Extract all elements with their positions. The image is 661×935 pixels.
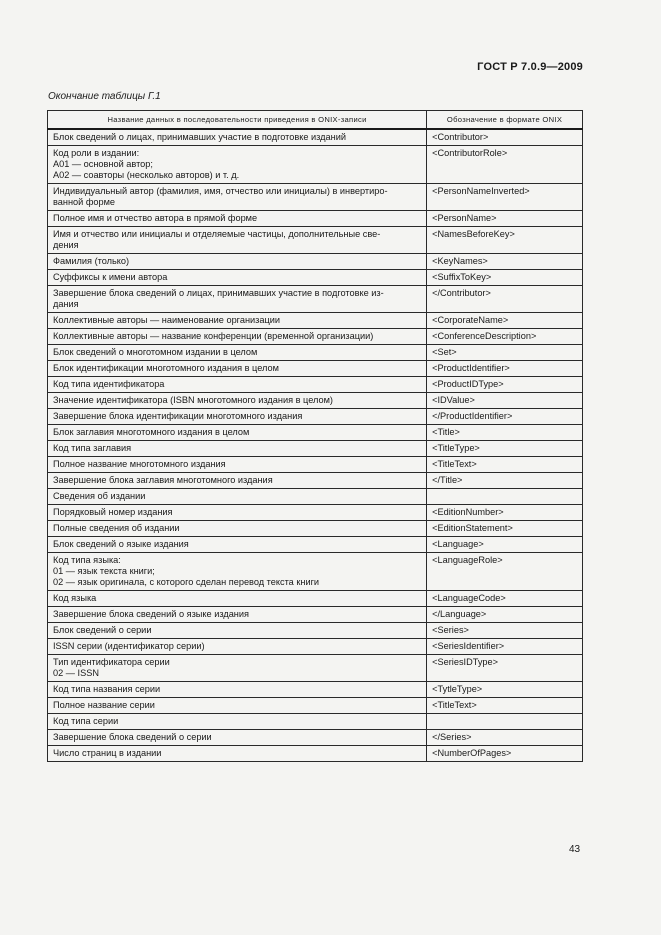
onix-tag-cell: <SeriesIdentifier> — [427, 639, 583, 655]
data-element-name-cell: Код типа идентификатора — [48, 377, 427, 393]
onix-tag-cell: <PersonNameInverted> — [427, 184, 583, 211]
table-row — [48, 505, 583, 521]
table-body — [48, 129, 583, 762]
onix-tag-cell — [427, 489, 583, 505]
table-row — [48, 682, 583, 698]
column-header-data-name: Название данных в последовательности приведения в ONIX-записи — [48, 111, 427, 130]
data-element-name-cell: Имя и отчество или инициалы и отделяемые частицы, дополнительные све- дения — [48, 227, 427, 254]
table-row — [48, 227, 583, 254]
data-element-name-cell: Суффиксы к имени автора — [48, 270, 427, 286]
table-row — [48, 286, 583, 313]
table-row — [48, 521, 583, 537]
data-element-name-cell: Завершение блока идентификации многотомного издания — [48, 409, 427, 425]
page-number: 43 — [569, 844, 581, 855]
onix-tag-cell: <LanguageCode> — [427, 591, 583, 607]
data-element-name-cell: Блок сведений о лицах, принимавших участие в подготовке изданий — [48, 129, 427, 146]
table-row — [48, 425, 583, 441]
table-caption: Окончание таблицы Г.1 — [48, 91, 161, 102]
onix-tag-cell: <KeyNames> — [427, 254, 583, 270]
onix-tag-cell: <ProductIDType> — [427, 377, 583, 393]
table-row — [48, 329, 583, 345]
data-element-name-cell: Число страниц в издании — [48, 746, 427, 762]
table-row — [48, 377, 583, 393]
data-element-name-cell: Значение идентификатора (ISBN многотомного издания в целом) — [48, 393, 427, 409]
data-element-name-cell: Индивидуальный автор (фамилия, имя, отчество или инициалы) в инвертиро- ванной форме — [48, 184, 427, 211]
table-row — [48, 146, 583, 184]
data-element-name-cell: Блок заглавия многотомного издания в целом — [48, 425, 427, 441]
column-header-onix-tag: Обозначение в формате ONIX — [427, 111, 583, 130]
onix-tag-cell: <ContributorRole> — [427, 146, 583, 184]
data-element-name-cell: Фамилия (только) — [48, 254, 427, 270]
data-element-name-cell: Полное имя и отчество автора в прямой форме — [48, 211, 427, 227]
data-element-name-cell: Сведения об издании — [48, 489, 427, 505]
onix-tag-cell: <PersonName> — [427, 211, 583, 227]
table-row — [48, 473, 583, 489]
data-element-name-cell: Завершение блока сведений о лицах, принимавших участие в подготовке из- дания — [48, 286, 427, 313]
data-element-name-cell: Код типа языка: 01 — язык текста книги; 02 — язык оригинала, с которого сделан перевод текста книги — [48, 553, 427, 591]
onix-tag-cell: <ConferenceDescription> — [427, 329, 583, 345]
data-element-name-cell: Полное название серии — [48, 698, 427, 714]
data-element-name-cell: Блок сведений о многотомном издании в целом — [48, 345, 427, 361]
table-row — [48, 441, 583, 457]
onix-tag-cell: <Set> — [427, 345, 583, 361]
table-row — [48, 489, 583, 505]
data-element-name-cell: Блок сведений о серии — [48, 623, 427, 639]
onix-tag-cell: <NumberOfPages> — [427, 746, 583, 762]
data-element-name-cell: Код типа серии — [48, 714, 427, 730]
onix-tag-cell: </ProductIdentifier> — [427, 409, 583, 425]
table-row — [48, 184, 583, 211]
table-row — [48, 345, 583, 361]
table-row — [48, 607, 583, 623]
table-row — [48, 361, 583, 377]
table-row — [48, 537, 583, 553]
table-row — [48, 211, 583, 227]
onix-tag-cell: <ProductIdentifier> — [427, 361, 583, 377]
onix-tag-cell: <TitleType> — [427, 441, 583, 457]
onix-tag-cell: <SeriesIDType> — [427, 655, 583, 682]
table-row — [48, 270, 583, 286]
onix-tag-cell: </Title> — [427, 473, 583, 489]
table-row — [48, 409, 583, 425]
table-row — [48, 553, 583, 591]
data-element-name-cell: Код типа названия серии — [48, 682, 427, 698]
onix-tag-cell: <Contributor> — [427, 129, 583, 146]
table-row — [48, 591, 583, 607]
onix-tag-cell: <NamesBeforeKey> — [427, 227, 583, 254]
table-row — [48, 639, 583, 655]
data-element-name-cell: Блок сведений о языке издания — [48, 537, 427, 553]
data-element-name-cell: Завершение блока сведений о языке издания — [48, 607, 427, 623]
data-element-name-cell: Код роли в издании: А01 — основной автор; А02 — соавторы (несколько авторов) и т. д. — [48, 146, 427, 184]
data-element-name-cell: Завершение блока заглавия многотомного издания — [48, 473, 427, 489]
data-element-name-cell: ISSN серии (идентификатор серии) — [48, 639, 427, 655]
onix-tag-cell: <TitleText> — [427, 457, 583, 473]
standard-code: ГОСТ Р 7.0.9—2009 — [477, 61, 583, 73]
onix-tag-cell: <EditionNumber> — [427, 505, 583, 521]
data-element-name-cell: Коллективные авторы — название конференции (временной организации) — [48, 329, 427, 345]
data-element-name-cell: Завершение блока сведений о серии — [48, 730, 427, 746]
onix-tag-cell: <IDValue> — [427, 393, 583, 409]
table-row — [48, 714, 583, 730]
onix-tag-cell: <Title> — [427, 425, 583, 441]
table-row — [48, 655, 583, 682]
data-element-name-cell: Код типа заглавия — [48, 441, 427, 457]
table-row — [48, 129, 583, 146]
onix-tag-cell: <CorporateName> — [427, 313, 583, 329]
onix-tag-cell: <TitleText> — [427, 698, 583, 714]
data-element-name-cell: Тип идентификатора серии 02 — ISSN — [48, 655, 427, 682]
data-element-name-cell: Полное название многотомного издания — [48, 457, 427, 473]
onix-table — [47, 110, 583, 762]
onix-tag-cell: <Language> — [427, 537, 583, 553]
data-element-name-cell: Блок идентификации многотомного издания в целом — [48, 361, 427, 377]
onix-tag-cell: <LanguageRole> — [427, 553, 583, 591]
table-header-row — [48, 111, 583, 130]
onix-tag-cell — [427, 714, 583, 730]
data-element-name-cell: Код языка — [48, 591, 427, 607]
table-row — [48, 698, 583, 714]
onix-tag-cell: <EditionStatement> — [427, 521, 583, 537]
data-element-name-cell: Коллективные авторы — наименование организации — [48, 313, 427, 329]
onix-tag-cell: <TytleType> — [427, 682, 583, 698]
table-row — [48, 313, 583, 329]
onix-tag-cell: </Series> — [427, 730, 583, 746]
table-row — [48, 623, 583, 639]
data-element-name-cell: Полные сведения об издании — [48, 521, 427, 537]
table-row — [48, 746, 583, 762]
onix-tag-cell: </Language> — [427, 607, 583, 623]
onix-tag-cell: </Contributor> — [427, 286, 583, 313]
table-row — [48, 393, 583, 409]
data-element-name-cell: Порядковый номер издания — [48, 505, 427, 521]
onix-tag-cell: <SuffixToKey> — [427, 270, 583, 286]
table-row — [48, 457, 583, 473]
table-row — [48, 730, 583, 746]
onix-tag-cell: <Series> — [427, 623, 583, 639]
table-row — [48, 254, 583, 270]
